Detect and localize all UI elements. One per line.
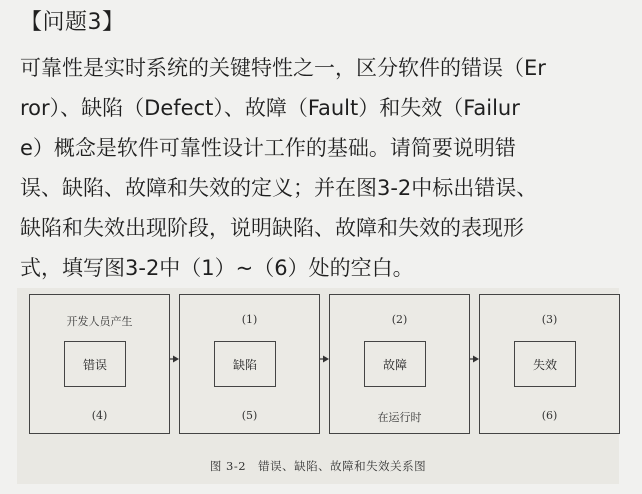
question-line: 缺陷和失效出现阶段，说明缺陷、故障和失效的表现形 bbox=[20, 216, 524, 240]
stage-bottom-label: (6) bbox=[541, 409, 558, 422]
error-stage-box bbox=[29, 294, 170, 434]
question-line: e）概念是软件可靠性设计工作的基础。请简要说明错 bbox=[20, 136, 516, 160]
error-box: 错误 bbox=[64, 341, 126, 387]
defect-box: 缺陷 bbox=[214, 341, 276, 387]
stage-top-label: (3) bbox=[541, 313, 558, 326]
defect-stage-box bbox=[179, 294, 320, 434]
fault-box: 故障 bbox=[364, 341, 426, 387]
stage-bottom-label: (5) bbox=[241, 409, 258, 422]
question-line: 误、缺陷、故障和失效的定义；并在图3-2中标出错误、 bbox=[20, 176, 538, 200]
figure-caption: 图 3-2 错误、缺陷、故障和失效关系图 bbox=[209, 459, 427, 473]
stage-top-label: (1) bbox=[241, 313, 258, 326]
stage-top-label: (2) bbox=[391, 313, 408, 326]
stage-bottom-label: 在运行时 bbox=[377, 411, 422, 424]
arrow-right-icon bbox=[470, 354, 479, 364]
question-line: 式，填写图3-2中（1）~（6）处的空白。 bbox=[20, 256, 414, 280]
question-line: 可靠性是实时系统的关键特性之一，区分软件的错误（Er bbox=[20, 56, 546, 80]
question-text bbox=[20, 48, 630, 288]
relationship-figure bbox=[17, 288, 619, 484]
failure-box: 失效 bbox=[514, 341, 576, 387]
stage-top-label: 开发人员产生 bbox=[66, 315, 133, 328]
question-heading: 【问题3】 bbox=[20, 10, 125, 35]
question-line: ror）、缺陷（Defect）、故障（Fault）和失效（Failur bbox=[20, 96, 520, 120]
fault-stage-box bbox=[329, 294, 470, 434]
failure-stage-box bbox=[479, 294, 620, 434]
arrow-right-icon bbox=[320, 354, 329, 364]
stage-bottom-label: (4) bbox=[91, 409, 108, 422]
arrow-right-icon bbox=[170, 354, 179, 364]
